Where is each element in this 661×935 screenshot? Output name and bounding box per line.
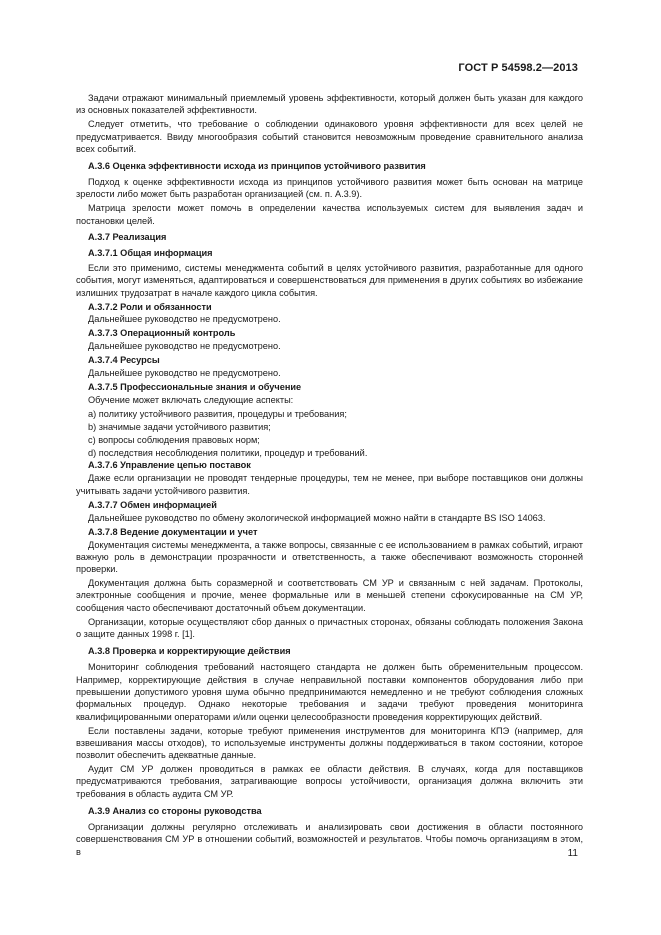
paragraph: Документация должна быть соразмерной и соответствовать СМ УР и связанным с ней задачам. Протоколы, электронные сообщения и прочие, менее формальные или в меньшей степени сфокусированные на СМ УР, сообщения часто обеспечивают достаточный объем документации. xyxy=(76,578,583,613)
paragraph: Матрица зрелости может помочь в определении качества используемых систем для выявления задач и постановки целей. xyxy=(76,203,583,226)
page-body xyxy=(76,92,583,860)
paragraph: Организации, которые осуществляют сбор данных о причастных сторонах, обязаны соблюдать положения Закона о защите данных 1998 г. [1]. xyxy=(76,616,583,640)
paragraph: Дальнейшее руководство по обмену экологической информацией можно найти в стандарте BS ISO 14063. xyxy=(88,512,546,523)
section-heading: А.3.7.7 Обмен информацией xyxy=(88,499,217,510)
paragraph: Обучение может включать следующие аспекты: xyxy=(88,395,294,406)
paragraph: Документация системы менеджмента, а также вопросы, связанные с ее использованием в рамках событий, играют важную роль в демонстрации прозрачности и ответственность, а также обеспечивают возможность сторонней проверки. xyxy=(76,539,583,575)
list-item: d) последствия несоблюдения политики, процедур и требований. xyxy=(88,447,368,458)
section-heading: А.3.7.6 Управление цепью поставок xyxy=(88,460,251,471)
section-heading: А.3.7.1 Общая информация xyxy=(88,248,213,259)
paragraph: Аудит СМ УР должен проводиться в рамках ее области действия. В случаях, когда для поставщиков предусматриваются требования, затрагивающие вопросы устойчивости, организация должна включить эти требования в область аудита СМ УР. xyxy=(76,764,583,799)
section-heading: А.3.7.3 Операционный контроль xyxy=(88,328,236,339)
paragraph: Мониторинг соблюдения требований настоящего стандарта не должен быть обременительным процессом. Например, корректирующие действия в случае неправильной поставки компонентов оборудования либо при превышении допустимого уровня шума обычно предпринимаются немедленно и не требуют соблюдения сложных формальных процедур. Однако некоторые требования и задачи требуют проведения мониторинга квалифицированными операторами и/или оценки целесообразности проведения корректирующих действий. xyxy=(76,662,583,722)
paragraph: Дальнейшее руководство не предусмотрено. xyxy=(88,341,281,352)
paragraph: Организации должны регулярно отслеживать и анализировать свои достижения в области постоянного совершенствования СМ УР в отношении событий, возможностей и результатов. Чтобы помочь организациям в этом, в xyxy=(76,821,583,857)
paragraph: Если это применимо, системы менеджмента событий в целях устойчивого развития, разработанные для одного события, могут изменяться, адаптироваться и совершенствоваться для применения в других событиях во избежание излишних трудозатрат в начале каждого цикла события. xyxy=(76,262,583,298)
paragraph: Дальнейшее руководство не предусмотрено. xyxy=(88,314,281,325)
paragraph: Подход к оценке эффективности исхода из принципов устойчивого развития может быть основан на матрице зрелости либо может быть разработан организацией (см. п. А.3.9). xyxy=(76,177,583,200)
paragraph: Если поставлены задачи, которые требуют применения инструментов для мониторинга КПЭ (например, для взвешивания массы отходов), то используемые инструменты должны поддерживаться в таком состоянии, которое позволит обеспечить адекватные данные. xyxy=(76,725,583,761)
paragraph: Задачи отражают минимальный приемлемый уровень эффективности, который должен быть указан для каждого из основных показателей эффективности. xyxy=(76,93,583,116)
section-heading: А.3.7.5 Профессиональные знания и обучение xyxy=(88,382,302,393)
section-heading: А.3.7.8 Ведение документации и учет xyxy=(88,526,258,537)
section-heading: А.3.7 Реализация xyxy=(88,232,167,243)
section-heading: А.3.6 Оценка эффективности исхода из принципов устойчивого развития xyxy=(88,161,426,172)
paragraph: Даже если организации не проводят тендерные процедуры, тем не менее, при выборе поставщиков они должны учитывать задачи устойчивого развития. xyxy=(76,473,583,496)
section-heading: А.3.7.2 Роли и обязанности xyxy=(88,301,212,312)
paragraph: Следует отметить, что требование о соблюдении одинакового уровня эффективности для всех целей не предусматривается. Ввиду многообразия событий становится невозможным проведение сравнительного анализа всех событий. xyxy=(76,119,583,154)
list-item: а) политику устойчивого развития, процедуры и требования; xyxy=(88,409,347,420)
section-heading: А.3.9 Анализ со стороны руководства xyxy=(88,806,262,817)
section-heading: А.3.8 Проверка и корректирующие действия xyxy=(88,646,291,657)
page-number: 11 xyxy=(567,848,578,859)
section-heading: А.3.7.4 Ресурсы xyxy=(88,355,160,366)
document-code: ГОСТ Р 54598.2—2013 xyxy=(458,62,578,74)
list-item: с) вопросы соблюдения правовых норм; xyxy=(88,434,260,445)
paragraph: Дальнейшее руководство не предусмотрено. xyxy=(88,368,281,379)
list-item: b) значимые задачи устойчивого развития; xyxy=(88,421,271,432)
